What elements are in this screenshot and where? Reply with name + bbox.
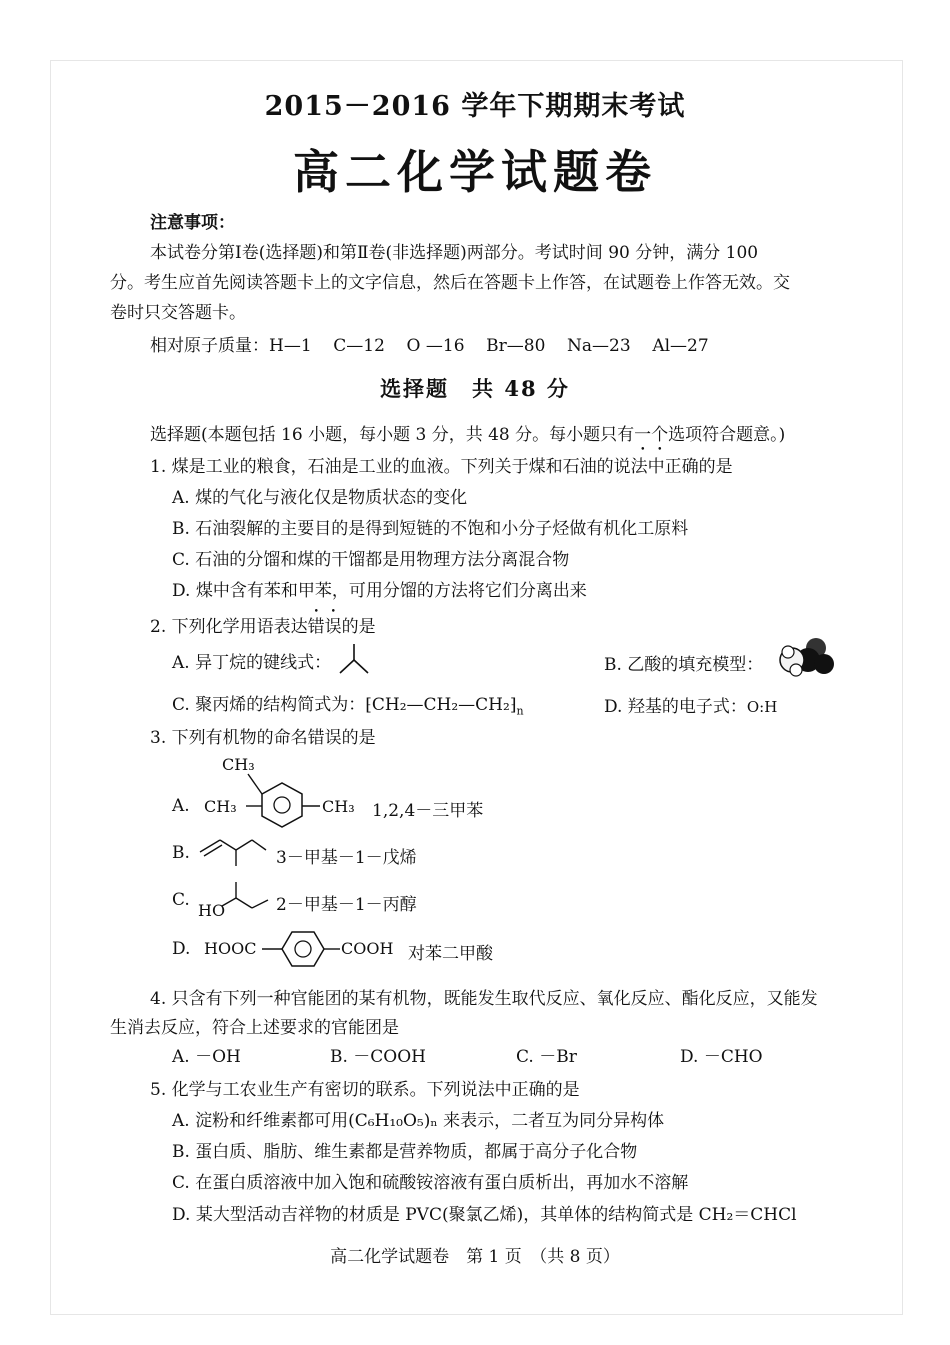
mass-br: Br—80: [486, 336, 546, 356]
q1-option-c: C. 石油的分馏和煤的干馏都是用物理方法分离混合物: [172, 550, 570, 570]
q1-stem: 1. 煤是工业的粮食，石油是工业的血液。下列关于煤和石油的说法中正确的是: [150, 457, 733, 477]
polymer-bracket-right: ⁆: [509, 695, 517, 715]
q1-option-b: B. 石油裂解的主要目的是得到短链的不饱和小分子烃做有机化工原料: [172, 519, 689, 539]
hooc-label: HOOC: [204, 939, 257, 958]
q3-option-c-label: C.: [172, 890, 190, 910]
q2-option-d-label: D. 羟基的电子式：: [604, 697, 747, 717]
acetic-acid-space-filling-icon: [776, 636, 836, 680]
q2-option-c: [172, 690, 524, 717]
hydroxyl-electron-formula: O:H: [746, 698, 778, 716]
q3-option-a-name: 1,2,4－三甲苯: [372, 801, 484, 821]
isobutane-skeletal-icon: [336, 640, 386, 676]
q2-stem-post: 的是: [341, 617, 376, 637]
ch3-left-label: CH₃: [204, 797, 237, 816]
q5-option-b: B. 蛋白质、脂肪、维生素都是营养物质，都属于高分子化合物: [172, 1142, 638, 1162]
polypropylene-formula: CH₂—CH₂—CH₂: [371, 695, 510, 715]
exam-paper-title: 高二化学试题卷: [293, 145, 657, 199]
mass-c: C—12: [333, 336, 385, 356]
q4-option-a: A. －OH: [172, 1047, 241, 1067]
mass-al: Al—27: [652, 336, 709, 356]
ch3-right-label: CH₃: [322, 797, 355, 816]
instruction-line: [150, 420, 785, 455]
notice-line-1: 本试卷分第Ⅰ卷(选择题)和第Ⅱ卷(非选择题)两部分。考试时间 90 分钟，满分 100: [150, 243, 759, 263]
q3-option-b-label: B.: [172, 843, 190, 863]
mass-na: Na—23: [567, 336, 631, 356]
q3-option-c-name: 2－甲基－1－丙醇: [276, 895, 417, 915]
q1-option-d: D. 煤中含有苯和甲苯，可用分馏的方法将它们分离出来: [172, 581, 587, 601]
methylpropanol-structure-icon: [196, 878, 276, 922]
notice-line-3: 卷时只交答题卡。: [110, 303, 246, 323]
q2-stem: [150, 607, 376, 637]
q2-option-a: A. 异丁烷的键线式：: [172, 653, 332, 673]
cooh-label: COOH: [341, 939, 394, 958]
q5-option-a: A. 淀粉和纤维素都可用(C₆H₁₀O₅)ₙ 来表示，二者互为同分异构体: [172, 1111, 665, 1131]
q2-option-c-label: C. 聚丙烯的结构简式为：: [172, 695, 366, 715]
q2-option-d: [604, 692, 777, 717]
instruction-pre: 选择题(本题包括 16 小题，每小题 3 分，共 48 分。每小题只有: [150, 425, 635, 445]
q3-option-d-label: D.: [172, 939, 191, 959]
notice-line-2: 分。考生应首先阅读答题卡上的文字信息，然后在答题卡上作答，在试题卷上作答无效。交: [110, 273, 790, 293]
ho-label: HO: [198, 901, 226, 920]
q4-option-d: D. －CHO: [680, 1047, 763, 1067]
q3-stem: 3. 下列有机物的命名错误的是: [150, 728, 376, 748]
q4-stem-line-1: 4. 只含有下列一种官能团的某有机物，既能发生取代反应、氧化反应、酯化反应，又能发: [150, 989, 818, 1009]
exam-session-title: 2015－2016 学年下期期末考试: [264, 91, 686, 122]
q3-option-d-name: 对苯二甲酸: [408, 944, 493, 964]
terephthalic-acid-structure-icon: [200, 928, 410, 968]
q2-stem-pre: 2. 下列化学用语表达: [150, 617, 308, 637]
atomic-masses: [150, 331, 709, 356]
mass-h: 相对原子质量：H—1: [150, 336, 312, 356]
q3-option-b-name: 3－甲基－1－戊烯: [276, 848, 417, 868]
q4-stem-line-2: 生消去反应，符合上述要求的官能团是: [110, 1018, 399, 1038]
polymer-subscript: n: [516, 704, 524, 718]
section-title: 选择题 共 48 分: [380, 376, 570, 401]
q5-option-c: C. 在蛋白质溶液中加入饱和硫酸铵溶液有蛋白质析出，再加水不溶解: [172, 1173, 689, 1193]
q5-option-d: D. 某大型活动吉祥物的材质是 PVC(聚氯乙烯)，其单体的结构简式是 CH₂＝CHCl: [172, 1205, 797, 1225]
ch3-top-label: CH₃: [222, 755, 255, 774]
mass-o: O —16: [406, 336, 465, 356]
q1-option-a: A. 煤的气化与液化仅是物质状态的变化: [172, 488, 468, 508]
notice-title: 注意事项：: [150, 213, 235, 233]
instruction-post: 选项符合题意。): [668, 425, 786, 445]
q3-option-a-label: A.: [172, 796, 190, 816]
instruction-emphasis: 一个: [634, 425, 669, 445]
q5-stem: 5. 化学与工农业生产有密切的联系。下列说法中正确的是: [150, 1080, 580, 1100]
methylpentene-structure-icon: [196, 832, 276, 872]
q4-option-c: C. －Br: [516, 1047, 577, 1067]
q2-stem-emphasis: 错误: [307, 617, 342, 637]
q4-option-b: B. －COOH: [330, 1047, 427, 1067]
page-footer: 高二化学试题卷 第 1 页 （共 8 页）: [330, 1247, 620, 1267]
q2-option-b: B. 乙酸的填充模型：: [604, 655, 764, 675]
polymer-bracket-left: ⁅: [365, 695, 372, 715]
